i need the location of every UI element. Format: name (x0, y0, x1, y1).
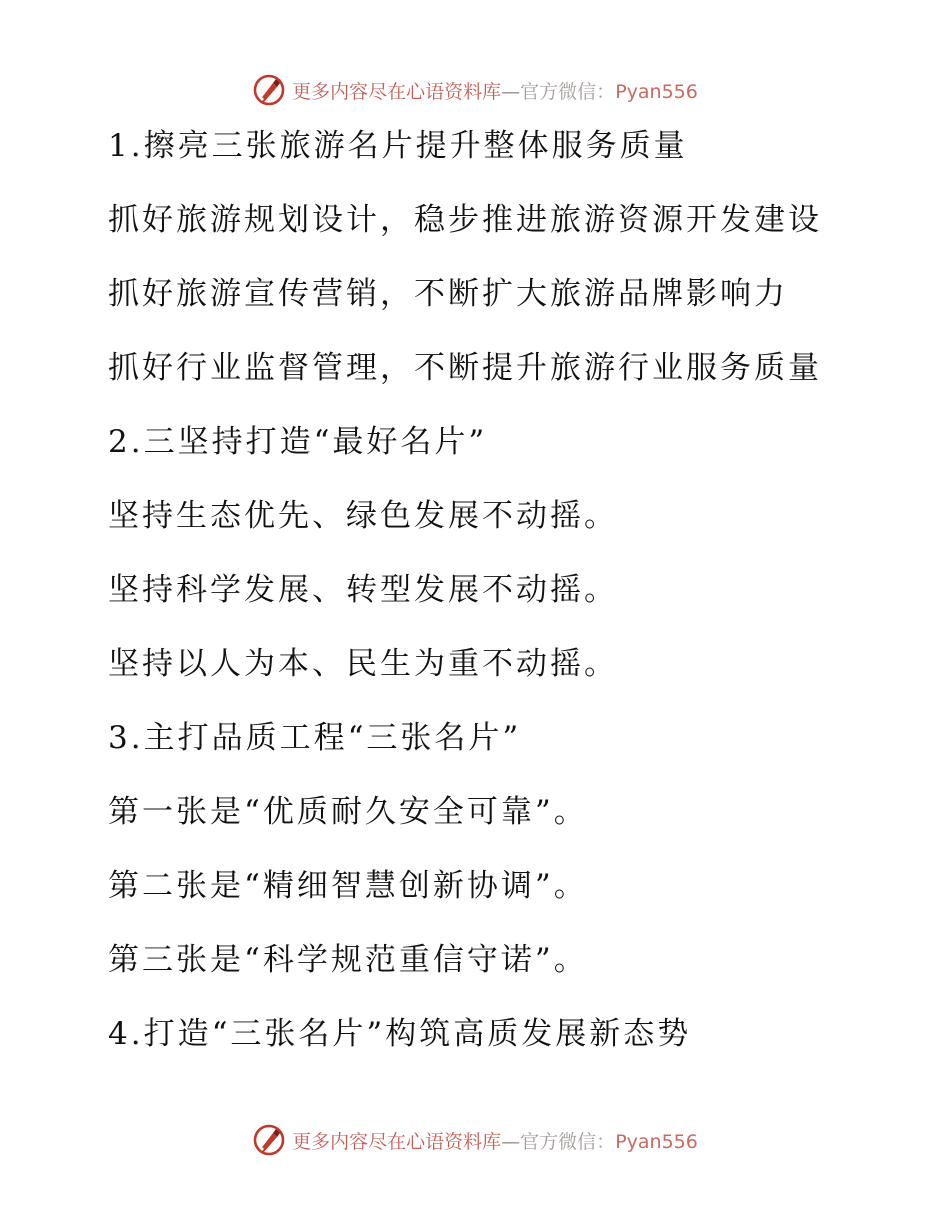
heading-1: 1.擦亮三张旅游名片提升整体服务质量 (108, 128, 688, 164)
paragraph-line: 抓好行业监督管理，不断提升旅游行业服务质量 (108, 350, 822, 386)
heading-2: 2.三坚持打造“最好名片” (108, 424, 488, 460)
paragraph-line: 第三张是“科学规范重信守诺”。 (108, 942, 588, 978)
document-body (108, 118, 908, 1080)
watermark-dash: — (501, 1130, 521, 1153)
watermark-label: 官方微信： (520, 80, 616, 103)
pen-logo-icon (252, 1123, 286, 1157)
paragraph-line: 抓好旅游宣传营销，不断扩大旅游品牌影响力 (108, 276, 788, 312)
paragraph-line: 坚持以人为本、民生为重不动摇。 (108, 646, 618, 682)
heading-4: 4.打造“三张名片”构筑高质发展新态势 (108, 1016, 692, 1052)
watermark-id: Pyan556 (615, 80, 698, 103)
paragraph-line: 坚持科学发展、转型发展不动摇。 (108, 572, 618, 608)
heading-3: 3.主打品质工程“三张名片” (108, 720, 522, 756)
paragraph-line: 抓好旅游规划设计，稳步推进旅游资源开发建设 (108, 202, 822, 238)
watermark-dash: — (501, 80, 521, 103)
watermark-text (292, 1127, 698, 1154)
watermark-text (292, 77, 698, 104)
paragraph-line: 第二张是“精细智慧创新协调”。 (108, 868, 588, 904)
header-watermark (0, 70, 950, 110)
paragraph-line: 第一张是“优质耐久安全可靠”。 (108, 794, 588, 830)
paragraph-line: 坚持生态优先、绿色发展不动摇。 (108, 498, 618, 534)
watermark-main-text: 更多内容尽在心语资料库 (292, 80, 502, 103)
watermark-id: Pyan556 (615, 1130, 698, 1153)
footer-watermark (0, 1120, 950, 1160)
pen-logo-icon (252, 73, 286, 107)
watermark-label: 官方微信： (520, 1130, 616, 1153)
watermark-main-text: 更多内容尽在心语资料库 (292, 1130, 502, 1153)
